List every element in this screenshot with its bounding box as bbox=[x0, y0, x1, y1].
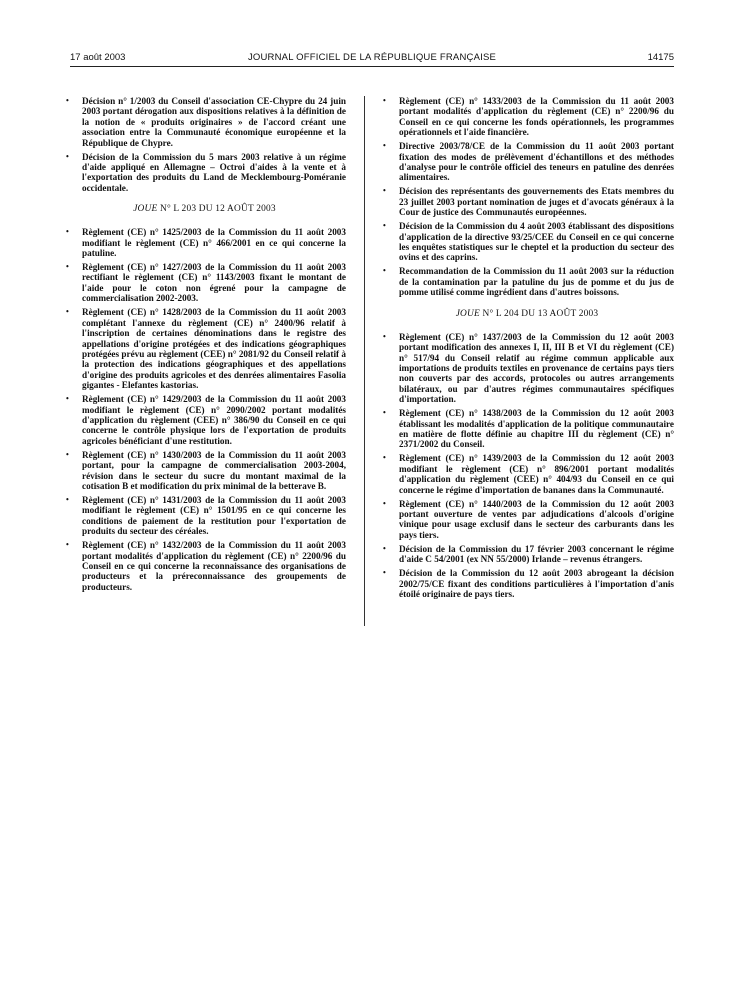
section-heading bbox=[380, 309, 674, 319]
bullet-icon: • bbox=[383, 221, 386, 231]
header-rule bbox=[70, 66, 674, 67]
bullet-icon: • bbox=[66, 262, 69, 272]
list-item: • Décision de la Commission du 5 mars 2003 relative à un régime d'aide appliqué en Allemagne – Octroi d'aides à la vente et à l'exportation des produits du Land de Mecklembourg-Poméranie occidentale. bbox=[66, 151, 346, 193]
bullet-icon: • bbox=[383, 96, 386, 105]
right-items-top bbox=[380, 96, 674, 298]
list-item: • Règlement (CE) n° 1428/2003 de la Commission du 11 août 2003 complétant l'annexe du règlement (CE) n° 2400/96 relatif à l'inscription de certaines dénominations dans le registre des appellations d'origine protégées et des indications géographiques protégées prévu au règlement (CEE) n° 2081/92 du Conseil relatif à la protection des indications géographiques et des appellations d'origine des produits agricoles et des denrées alimentaires Fasolia gigantes - Elefantes kastorias. bbox=[66, 307, 346, 391]
list-item: • Décision de la Commission du 4 août 2003 établissant des dispositions d'application de la directive 93/25/CEE du Conseil en ce qui concerne les enquêtes statistiques sur le cheptel et la production du secteur des ovins et des caprins. bbox=[383, 221, 674, 263]
bullet-icon: • bbox=[383, 266, 386, 276]
bullet-icon: • bbox=[66, 151, 69, 161]
bullet-icon: • bbox=[66, 540, 69, 550]
left-column bbox=[63, 96, 346, 596]
column-divider bbox=[364, 96, 365, 626]
bullet-icon: • bbox=[383, 498, 386, 508]
bullet-icon: • bbox=[66, 96, 69, 105]
bullet-icon: • bbox=[383, 141, 386, 151]
left-items-bottom bbox=[63, 227, 346, 592]
list-item: • Règlement (CE) n° 1438/2003 de la Commission du 12 août 2003 établissant les modalités d'application de la politique communautaire en matière de flotte définie au chapitre III du règlement (CE) n° 2371/2002 du Conseil. bbox=[383, 408, 674, 450]
page-number: 14175 bbox=[647, 52, 674, 63]
bullet-icon: • bbox=[383, 331, 386, 341]
right-items-bottom bbox=[380, 332, 674, 600]
list-item: • Règlement (CE) n° 1433/2003 de la Commission du 11 août 2003 portant modalités d'application du règlement (CE) n° 2200/96 du Conseil en ce qui concerne les fonds opérationnels, les programmes opérationnels et l'aide financière. bbox=[383, 96, 674, 138]
bullet-icon: • bbox=[66, 307, 69, 317]
left-items-top bbox=[63, 96, 346, 193]
bullet-icon: • bbox=[66, 227, 69, 237]
list-item: • Décision des représentants des gouvernements des Etats membres du 23 juillet 2003 portant nomination de juges et d'avocats généraux à la Cour de justice des Communautés européennes. bbox=[383, 186, 674, 218]
right-column bbox=[380, 96, 674, 603]
section-journal: JOUE bbox=[133, 204, 158, 215]
section-ref: N° L 204 DU 13 AOÛT 2003 bbox=[482, 308, 599, 319]
list-item: • Décision n° 1/2003 du Conseil d'association CE-Chypre du 24 juin 2003 portant dérogation aux dispositions relatives à la définition de la notion de « produits originaires » de l'accord créant une association entre la Communauté économique européenne et la République de Chypre. bbox=[66, 96, 346, 148]
bullet-icon: • bbox=[66, 449, 69, 459]
list-item: • Règlement (CE) n° 1430/2003 de la Commission du 11 août 2003 portant, pour la campagne de commercialisation 2003-2004, révision dans le secteur du sucre du montant maximal de la cotisation B et modification du prix minimal de la betterave B. bbox=[66, 449, 346, 491]
list-item: • Directive 2003/78/CE de la Commission du 11 août 2003 portant fixation des modes de prélèvement d'échantillons et des méthodes d'analyse pour le contrôle officiel des teneurs en patuline des denrées alimentaires. bbox=[383, 141, 674, 183]
list-item: • Règlement (CE) n° 1429/2003 de la Commission du 11 août 2003 modifiant le règlement (CE) n° 2090/2002 portant modalités d'application du règlement (CEE) n° 386/90 du Conseil en ce qui concerne le contrôle physique lors de l'exportation de produits agricoles bénéficiant d'une restitution. bbox=[66, 394, 346, 446]
list-item: • Règlement (CE) n° 1440/2003 de la Commission du 12 août 2003 portant ouverture de ventes par adjudications d'alcools d'origine vinique pour usage exclusif dans le secteur des carburants dans les pays tiers. bbox=[383, 498, 674, 540]
section-ref: N° L 203 DU 12 AOÛT 2003 bbox=[159, 204, 276, 215]
list-item: • Règlement (CE) n° 1431/2003 de la Commission du 11 août 2003 modifiant le règlement (CE) n° 1501/95 en ce qui concerne les conditions de paiement de la restitution pour l'exportation de produits du secteur des céréales. bbox=[66, 494, 346, 537]
bullet-icon: • bbox=[66, 394, 69, 404]
list-item: • Règlement (CE) n° 1425/2003 de la Commission du 11 août 2003 modifiant le règlement (CE) n° 466/2001 en ce qui concerne la patuline. bbox=[66, 227, 346, 259]
bullet-icon: • bbox=[383, 453, 386, 463]
bullet-icon: • bbox=[383, 408, 386, 418]
bullet-icon: • bbox=[383, 186, 386, 196]
section-heading bbox=[63, 204, 346, 214]
page-header bbox=[70, 52, 674, 66]
list-item: • Règlement (CE) n° 1427/2003 de la Commission du 11 août 2003 rectifiant le règlement (CE) n° 1143/2003 fixant le montant de l'aide pour le coton non égrené pour la campagne de commercialisation 2002-2003. bbox=[66, 262, 346, 304]
list-item: • Règlement (CE) n° 1439/2003 de la Commission du 12 août 2003 modifiant le règlement (CE) n° 896/2001 portant modalités d'application du règlement (CEE) n° 404/93 du Conseil en ce qui concerne le régime d'importation de bananes dans la Communauté. bbox=[383, 453, 674, 495]
list-item: • Décision de la Commission du 17 février 2003 concernant le régime d'aide C 54/2001 (ex NN 55/2000) Irlande – revenus étrangers. bbox=[383, 543, 674, 565]
header-date: 17 août 2003 bbox=[70, 52, 126, 63]
bullet-icon: • bbox=[383, 568, 386, 578]
bullet-icon: • bbox=[383, 543, 386, 553]
list-item: • Règlement (CE) n° 1437/2003 de la Commission du 12 août 2003 portant modification des annexes I, II, III B et VI du règlement (CE) n° 517/94 du Conseil relatif au régime commun applicable aux importations de produits textiles en provenance de certains pays tiers non couverts par des accords, protocoles ou autres arrangements bilatéraux, ou par d'autres régimes communautaires spécifiques d'importation. bbox=[383, 331, 674, 405]
list-item: • Règlement (CE) n° 1432/2003 de la Commission du 11 août 2003 portant modalités d'application du règlement (CE) n° 2200/96 du Conseil en ce qui concerne la reconnaissance des organisations de producteurs et la préreconnaissance des groupements de producteurs. bbox=[66, 540, 346, 592]
list-item: • Décision de la Commission du 12 août 2003 abrogeant la décision 2002/75/CE fixant des conditions particulières à l'importation d'anis étoilé originaire de pays tiers. bbox=[383, 568, 674, 599]
journal-title: JOURNAL OFFICIEL DE LA RÉPUBLIQUE FRANÇAISE bbox=[247, 52, 497, 63]
section-journal: JOUE bbox=[455, 308, 480, 319]
list-item: • Recommandation de la Commission du 11 août 2003 sur la réduction de la contamination par la patuline du jus de pomme et du jus de pomme utilisé comme ingrédient dans d'autres boissons. bbox=[383, 266, 674, 298]
bullet-icon: • bbox=[66, 494, 69, 504]
